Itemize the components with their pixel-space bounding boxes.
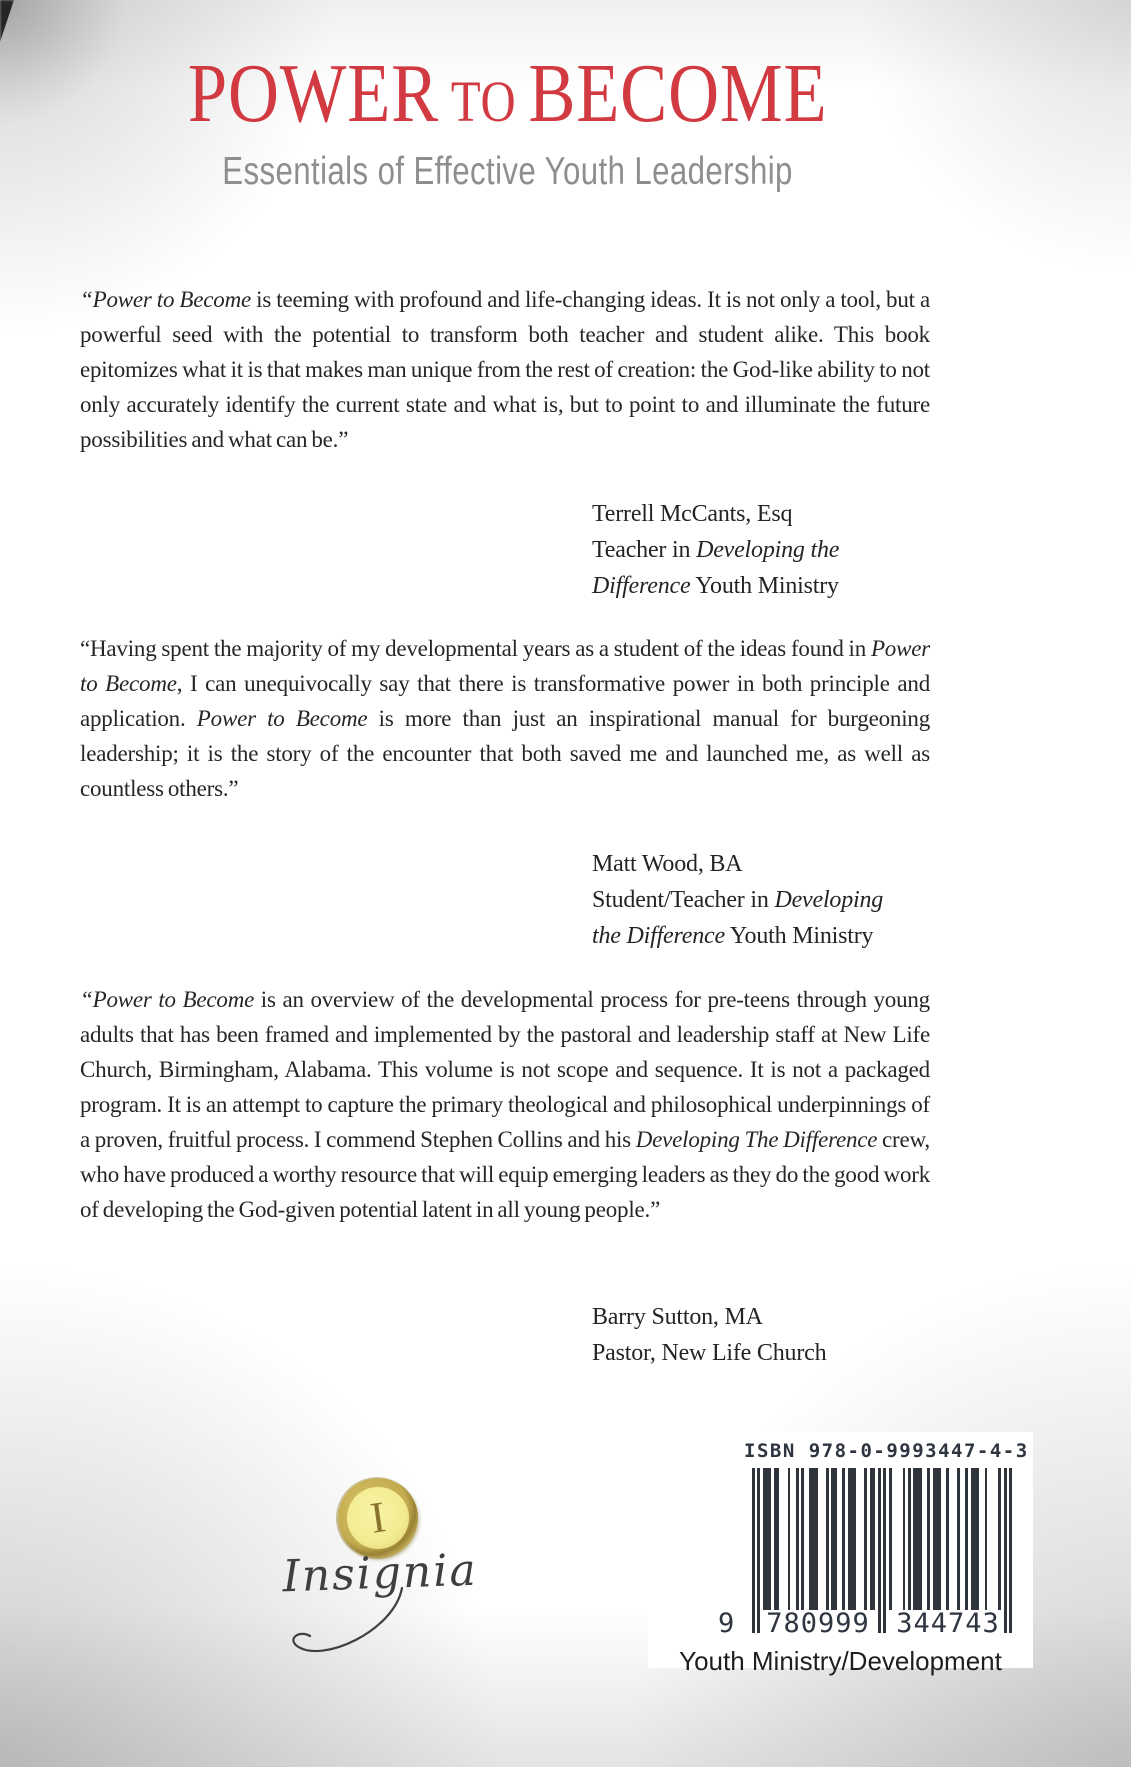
attribution-line: Pastor, New Life Church	[592, 1340, 827, 1366]
seal-inner-disc	[343, 1483, 413, 1553]
attribution-line: Matt Wood, BA	[592, 851, 743, 877]
publisher-name: Insignia	[281, 1544, 479, 1603]
attribution-line: Barry Sutton, MA	[592, 1304, 763, 1330]
isbn-label: ISBN 978-0-9993447-4-3	[744, 1440, 1029, 1462]
scan-edge-artifact	[0, 0, 14, 42]
attribution-line: the Difference Youth Ministry	[592, 923, 874, 949]
barcode-digit-group-1: 780999	[766, 1608, 870, 1639]
title-word-become: BECOME	[528, 47, 828, 140]
testimonial-quote-2: “Having spent the majority of my developmental years as a student of the ideas found in Power to Become, I can unequivocally say that there is transformative power in both principle and application. Power to Become is more than just an inspirational manual for burgeoning leadership; it is the story of the encounter that both saved me and launched me, as well as countless others.”	[80, 636, 931, 801]
barcode-digit-group-2: 344743	[896, 1608, 1000, 1639]
title-word-to: TO	[450, 69, 517, 134]
attribution-line: Student/Teacher in Developing	[592, 887, 884, 913]
testimonial-quote-3: “Power to Become is an overview of the developmental process for pre-teens through young adults that has been framed and implemented by the pastoral and leadership staff at New Life Church, Birmingham, Alabama. This volume is not scope and sequence. It is not a packaged program. It is an attempt to capture the primary theological and philosophical underpinnings of a proven, fruitful process. I commend Stephen Collins and his Developing The Difference crew, who have produced a worthy resource that will equip emerging leaders as they do the good work of developing the God-given potential latent in all young people.”	[80, 987, 930, 1222]
barcode-digit-lead: 9	[718, 1608, 736, 1639]
title-word-power: POWER	[187, 47, 439, 140]
testimonial-attribution-1	[592, 496, 839, 604]
barcode-block	[648, 1432, 1033, 1676]
book-title	[85, 47, 930, 140]
attribution-line: Difference Youth Ministry	[592, 573, 839, 599]
attribution-line: Teacher in Developing the	[592, 537, 840, 563]
testimonial-quote-1: “Power to Become is teeming with profound and life-changing ideas. It is not only a tool, but a powerful seed with the potential to transform both teacher and student alike. This book epitomizes what it is that makes man unique from the rest of creation: the God-like ability to not only accurately identify the current state and what is, but to point to and illuminate the future possibilities and what can be.”	[80, 287, 930, 452]
testimonial-attribution-3	[592, 1299, 826, 1371]
seal-letter: I	[367, 1492, 389, 1543]
book-subtitle: Essentials of Effective Youth Leadership	[222, 150, 793, 193]
testimonial-attribution-2	[592, 846, 883, 954]
attribution-line: Terrell McCants, Esq	[592, 501, 793, 527]
category-label: Youth Ministry/Development	[679, 1646, 1002, 1676]
